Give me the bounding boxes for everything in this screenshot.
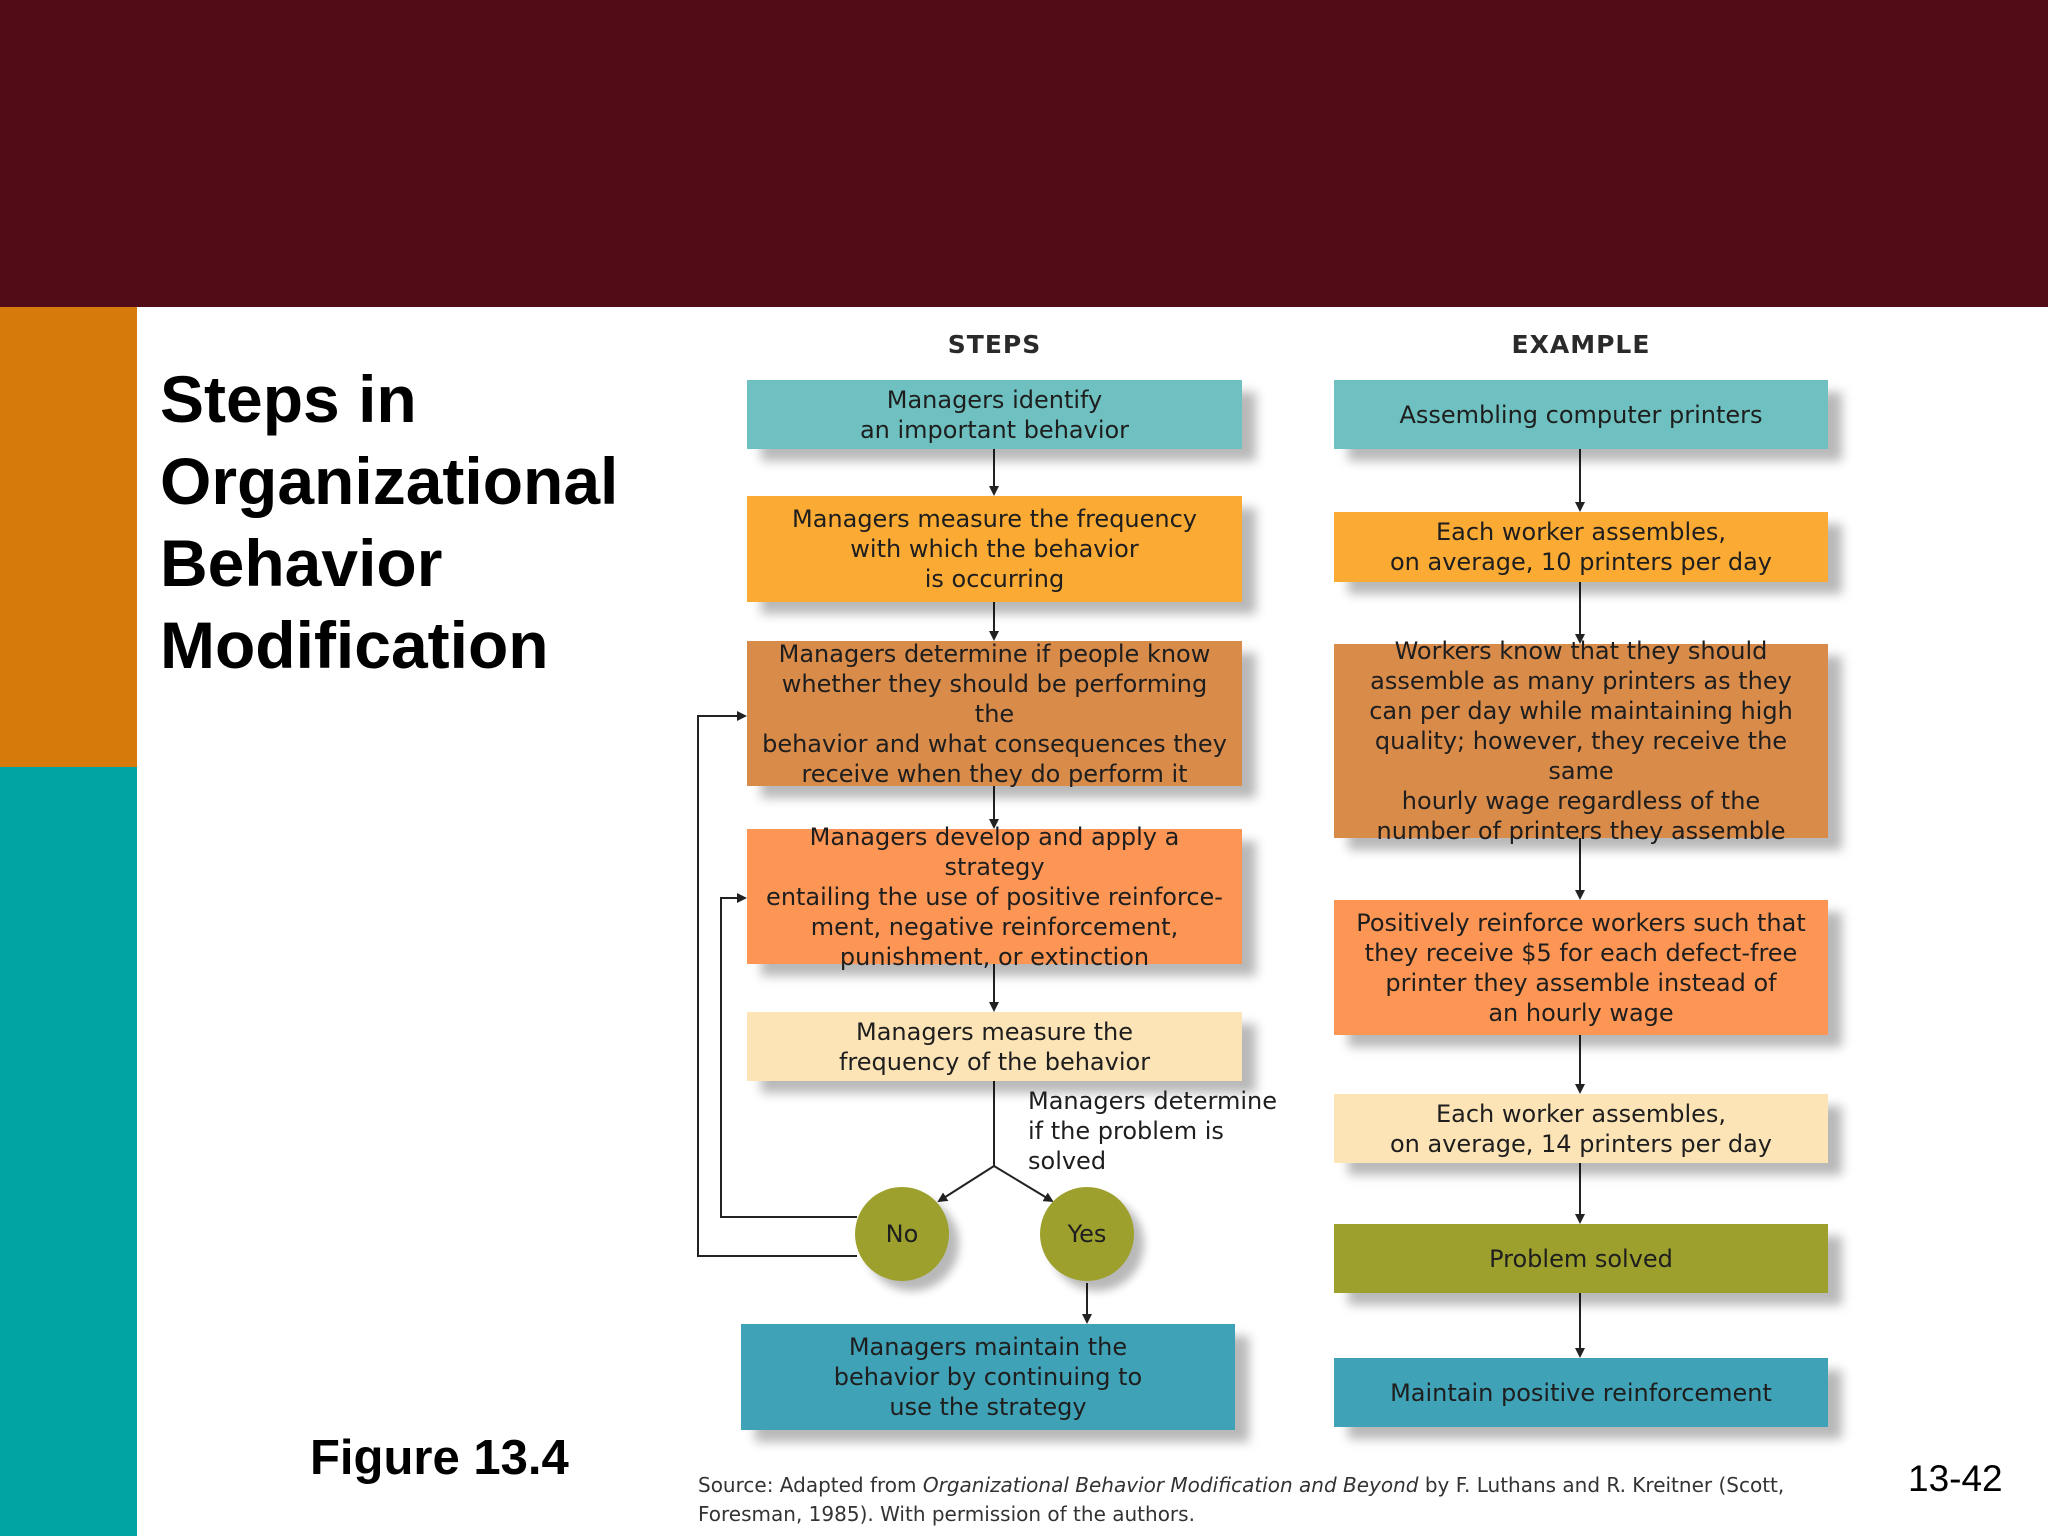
decision-yes-circle: Yes xyxy=(1040,1187,1134,1281)
source-book-title: Organizational Behavior Modification and Beyond xyxy=(922,1473,1419,1497)
page-number: 13-42 xyxy=(1908,1458,2003,1499)
step-measure-frequency: Managers measure the frequency with which the behavior is occurring xyxy=(747,496,1242,602)
step-maintain-behavior: Managers maintain the behavior by continuing to use the strategy xyxy=(741,1324,1235,1430)
example-problem-solved: Problem solved xyxy=(1334,1224,1828,1293)
example-assembling-printers: Assembling computer printers xyxy=(1334,380,1828,449)
step-develop-strategy: Managers develop and apply a strategy entailing the use of positive reinforce- ment, negative reinforcement, punishment, or extinction xyxy=(747,829,1242,964)
source-suffix: by F. Luthans and R. Kreitner (Scott, Foresman, 1985). With permission of the authors. xyxy=(698,1473,1785,1526)
example-workers-know: Workers know that they should assemble as many printers as they can per day while maintaining high quality; however, they receive the same hourly wage regardless of the number of printers they assemble xyxy=(1334,644,1828,838)
example-result-14: Each worker assembles, on average, 14 printers per day xyxy=(1334,1094,1828,1163)
step-remeasure-frequency: Managers measure the frequency of the behavior xyxy=(747,1012,1242,1081)
example-header: EXAMPLE xyxy=(1511,330,1651,359)
decision-note: Managers determine if the problem is solved xyxy=(1028,1087,1277,1175)
source-citation xyxy=(698,1471,1828,1529)
step-identify-behavior: Managers identify an important behavior xyxy=(747,380,1242,449)
example-positive-reinforcement: Positively reinforce workers such that they receive $5 for each defect-free printer they assemble instead of an hourly wage xyxy=(1334,900,1828,1035)
example-baseline-10: Each worker assembles, on average, 10 printers per day xyxy=(1334,512,1828,582)
figure-label: Figure 13.4 xyxy=(310,1431,569,1485)
slide-title: Steps in Organizational Behavior Modification xyxy=(160,362,619,682)
steps-header: STEPS xyxy=(947,330,1042,359)
arrow-decision-no xyxy=(939,1166,994,1201)
decision-no-circle: No xyxy=(855,1187,949,1281)
step-determine-knowledge: Managers determine if people know whether they should be performing the behavior and what consequences they receive when they do perform it xyxy=(747,641,1242,786)
example-maintain-reinforcement: Maintain positive reinforcement xyxy=(1334,1358,1828,1427)
source-prefix: Source: Adapted from xyxy=(698,1473,923,1497)
